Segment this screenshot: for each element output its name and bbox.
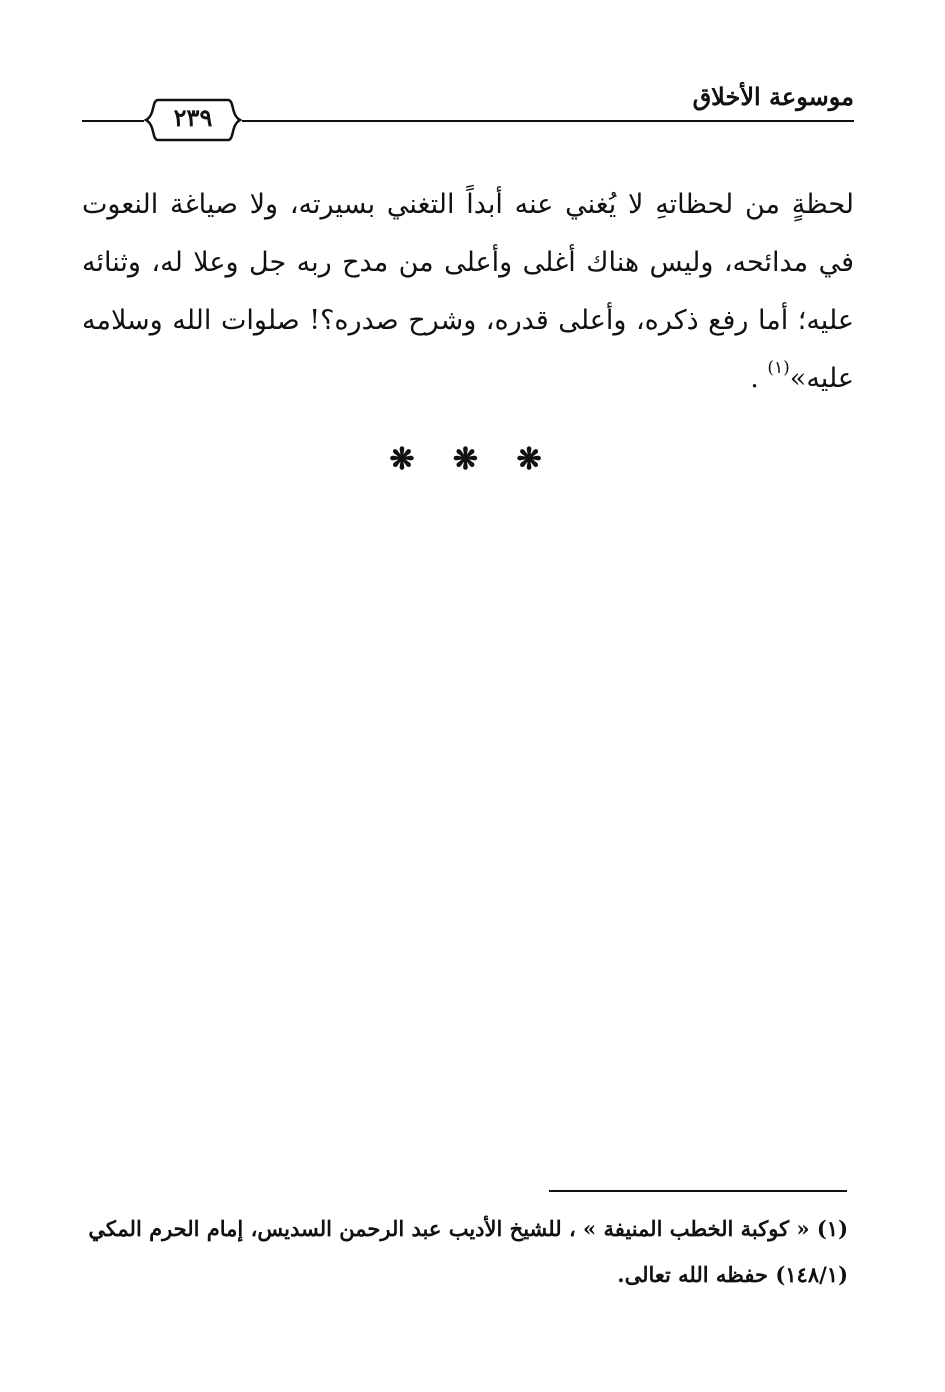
page-number: ٢٣٩ [173, 103, 213, 132]
running-header [82, 72, 854, 132]
book-title: موسوعة الأخلاق [692, 82, 854, 111]
main-text [82, 176, 854, 408]
footnote-reference: (١) [767, 358, 790, 378]
footnote-1: (١) « كوكبة الخطب المنيفة » ، للشيخ الأديب عبد الرحمن السديس، إمام الحرم المكي (١٤٨/١) حفظه الله تعالى. [88, 1216, 848, 1287]
asterism-separator: ❋ ❋ ❋ [389, 442, 556, 477]
body-paragraph [82, 176, 854, 408]
footnote-rule [549, 1190, 847, 1192]
page-number-frame [144, 94, 242, 144]
paragraph-text: لحظةٍ من لحظاتهِ لا يُغني عنه أبداً التغني بسيرته، ولا صياغة النعوت في مدائحه، وليس هناك أغلى وأعلى من مدح ربه جل وعلا له، وثنائه عليه؛ أما رفع ذكره، وأعلى قدره، وشرح صدره؟! صلوات الله وسلامه عليه» [82, 189, 854, 394]
end-mark: . [750, 363, 759, 394]
header-rule-right [242, 120, 854, 122]
header-rule-left [82, 120, 144, 122]
footnotes [78, 1206, 848, 1298]
